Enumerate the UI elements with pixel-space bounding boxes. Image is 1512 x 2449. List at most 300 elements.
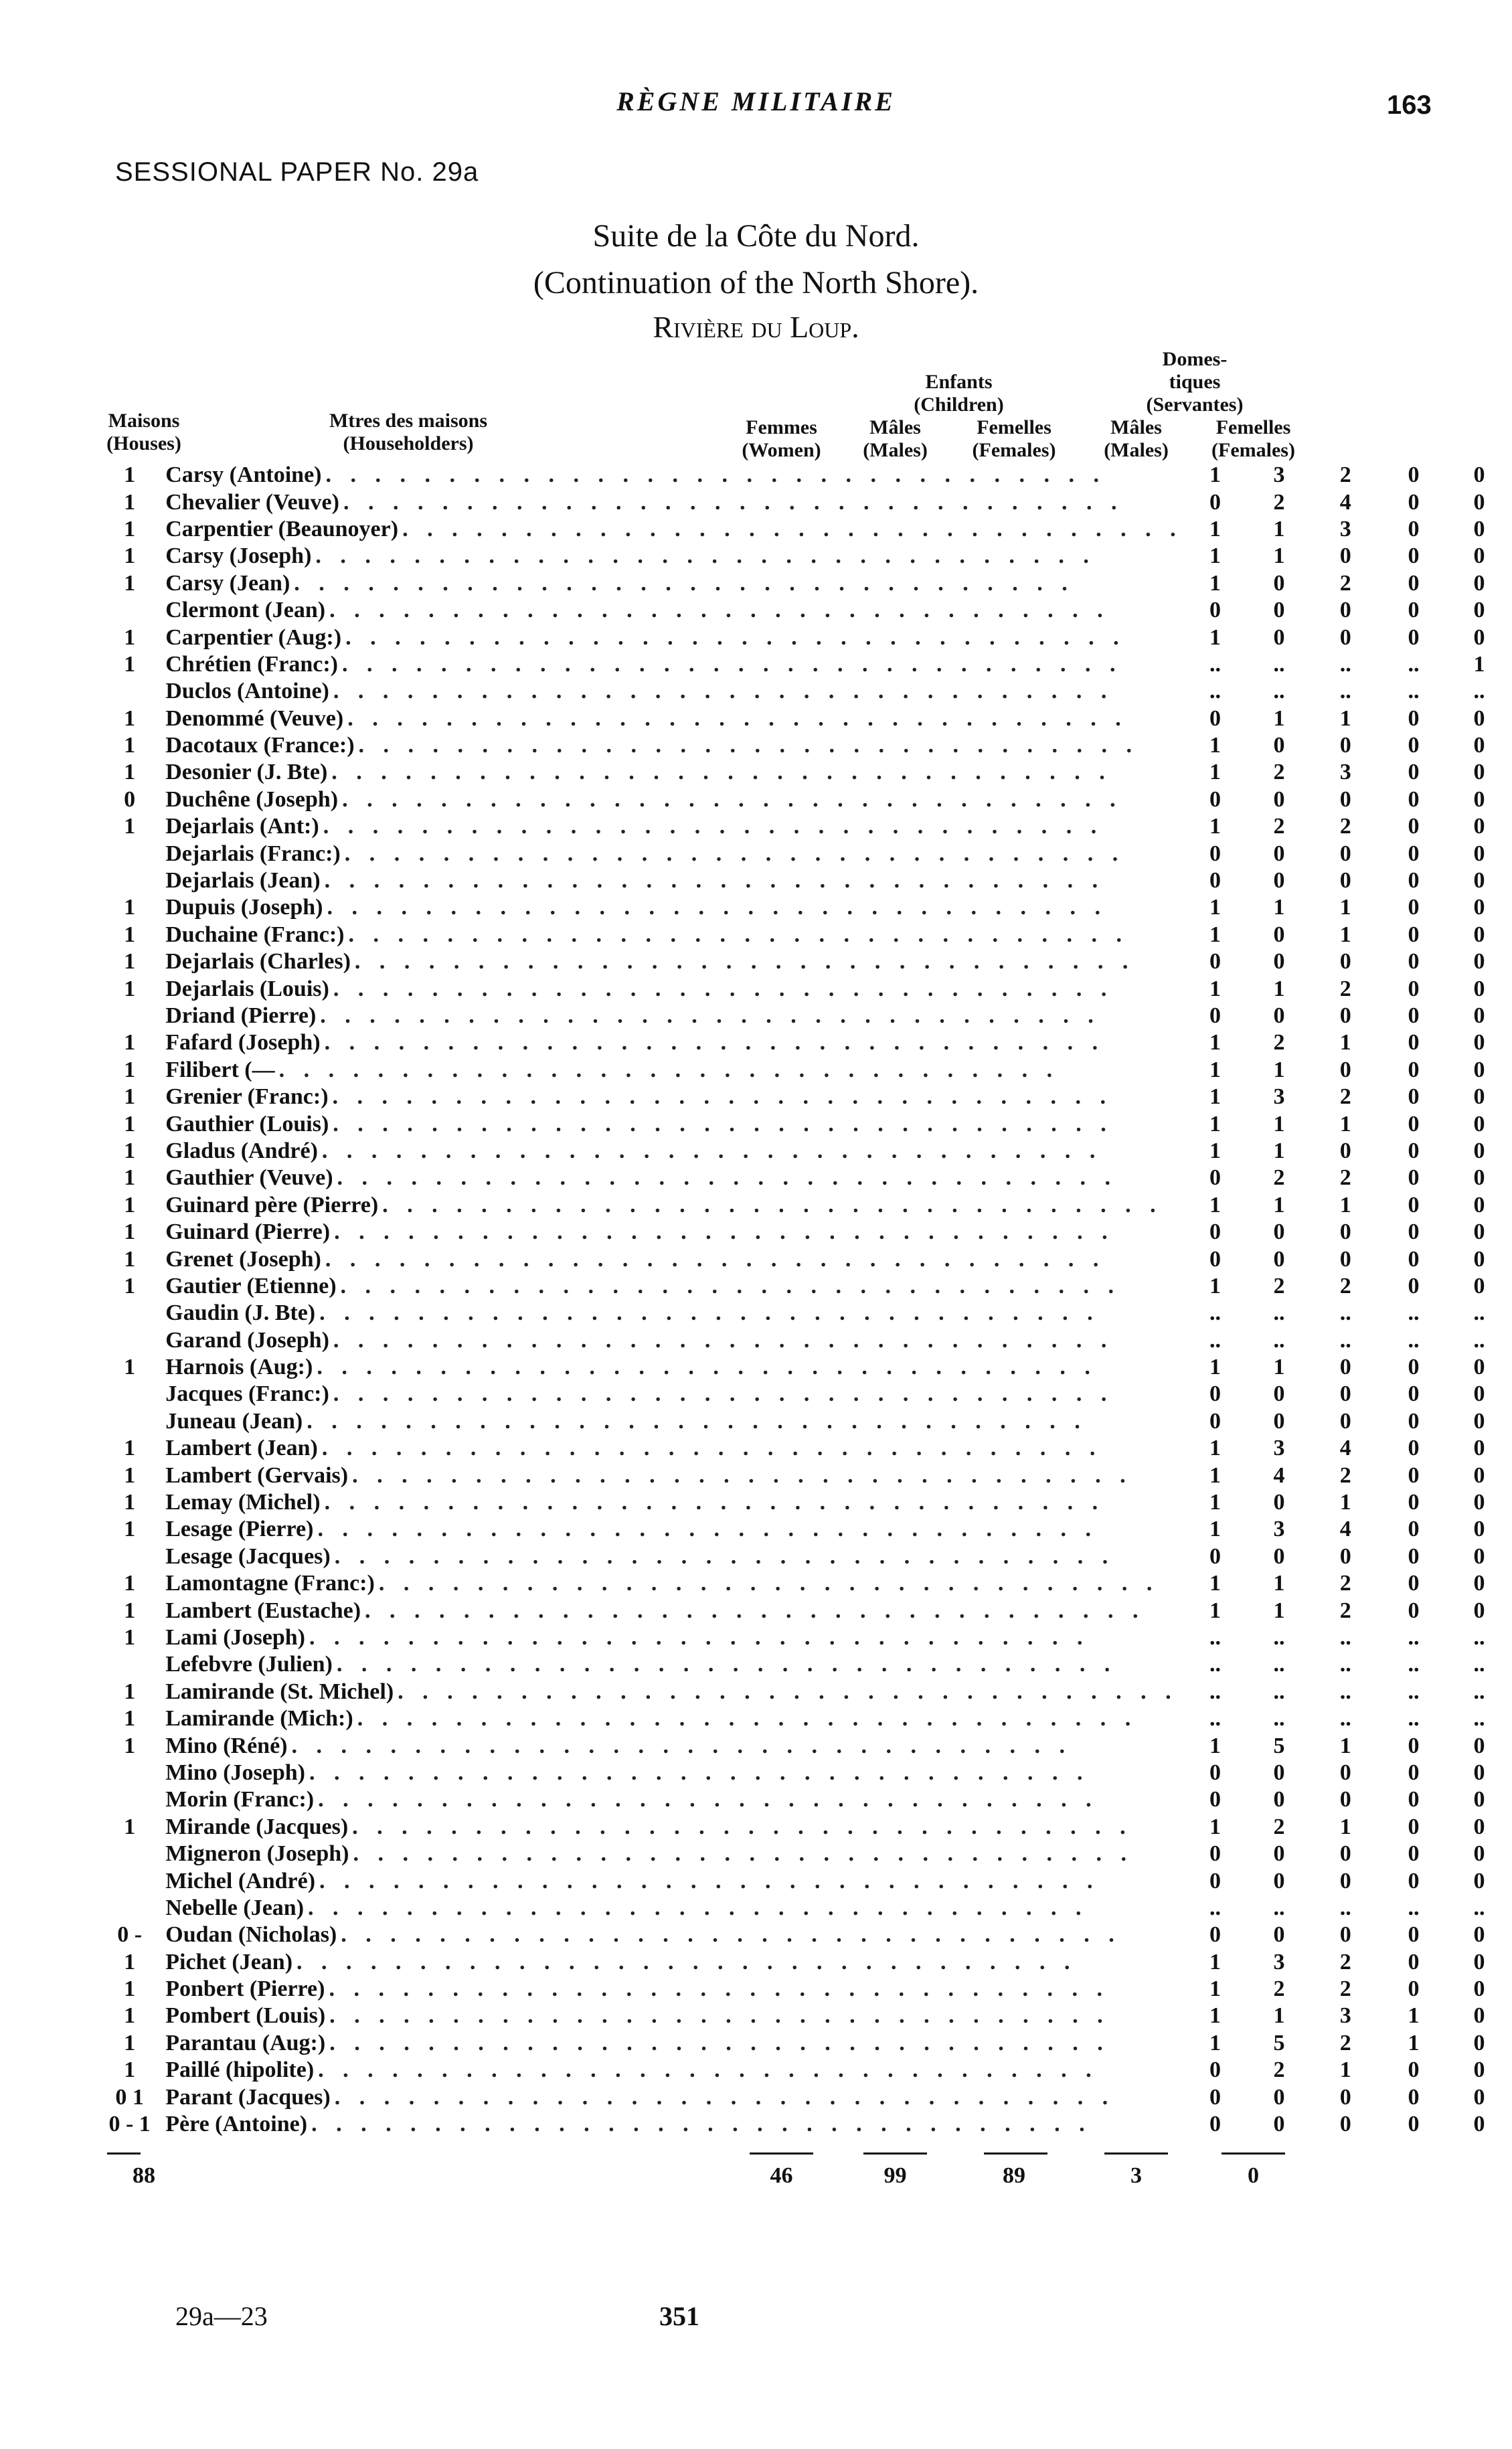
cell-domestic-females: .. xyxy=(1473,679,1485,704)
header-mtres: Mtres des maisons xyxy=(329,410,488,432)
section-title: Suite de la Côte du Nord. xyxy=(592,218,920,254)
cell-domestic-females: 0 xyxy=(1473,1381,1485,1407)
cell-children-males: 3 xyxy=(1273,1084,1285,1110)
cell-house-count: 1 xyxy=(124,1706,136,1732)
cell-house-count: 1 xyxy=(124,1949,136,1974)
cell-children-females: 1 xyxy=(1339,1733,1351,1758)
cell-domestic-males: 0 xyxy=(1408,1138,1420,1163)
cell-children-males: .. xyxy=(1273,1624,1285,1650)
cell-domestic-females: 0 xyxy=(1473,814,1485,839)
leader-dots: . . . . . . . . . . . . . . . . . . . . . . . . . . . . . . . . xyxy=(336,1652,1117,1677)
householder-name: Duchêne (Joseph) xyxy=(165,787,342,812)
cell-house-count xyxy=(94,1543,165,1570)
cell-children-females: 0 xyxy=(1339,1003,1351,1028)
cell-house-count xyxy=(94,1841,165,1867)
leader-dots: . . . . . . . . . . . . . . . . . . . . . . . . . . . . . . . . xyxy=(340,1273,1121,1298)
cell-householder xyxy=(165,1786,1182,1813)
leader-dots: . . . . . . . . . . . . . . . . . . . . . . . . . . . . . . . . xyxy=(357,1706,1138,1732)
cell-house-count xyxy=(94,1867,165,1894)
cell-domestic-females: 0 xyxy=(1473,733,1485,758)
cell-women: .. xyxy=(1209,1895,1222,1920)
table-row xyxy=(94,1029,1512,1056)
householder-name: Juneau (Jean) xyxy=(165,1409,307,1434)
cell-domestic-females: 0 xyxy=(1473,598,1485,623)
cell-children-females: 4 xyxy=(1339,1517,1351,1542)
cell-children-females: .. xyxy=(1339,1895,1351,1920)
cell-house-count xyxy=(94,867,165,894)
cell-women: 1 xyxy=(1209,1030,1222,1055)
cell-women: 0 xyxy=(1209,1760,1222,1785)
total-women: 46 xyxy=(770,2163,793,2188)
cell-domestic-females: 0 xyxy=(1473,786,1485,812)
cell-domestic-females: 0 xyxy=(1473,949,1485,975)
cell-householder xyxy=(165,1003,1182,1029)
cell-women: 1 xyxy=(1209,733,1222,758)
cell-domestic-males: .. xyxy=(1408,1706,1420,1732)
cell-children-males: 2 xyxy=(1273,2057,1285,2083)
leader-dots: . . . . . . . . . . . . . . . . . . . . . . . . . . . . . . . . xyxy=(343,489,1124,515)
cell-householder xyxy=(165,543,1182,570)
cell-house-count xyxy=(94,1408,165,1435)
cell-children-males: 0 xyxy=(1273,1787,1285,1812)
householder-name: Duchaine (Franc:) xyxy=(165,922,348,947)
cell-house-count xyxy=(94,840,165,867)
leader-dots: . . . . . . . . . . . . . . . . . . . . . . . . . . . . . . . . xyxy=(334,2084,1115,2110)
cell-house-count: 1 xyxy=(124,516,136,541)
cell-domestic-females: 0 xyxy=(1473,1003,1485,1028)
cell-house-count: 0 - xyxy=(117,1922,143,1948)
cell-domestic-males: 0 xyxy=(1408,1030,1420,1055)
leader-dots: . . . . . . . . . . . . . . . . . . . . . . . . . . . . . . . . xyxy=(333,976,1114,1001)
cell-domestic-males: 0 xyxy=(1408,1841,1420,1867)
leader-dots: . . . . . . . . . . . . . . . . . . . . . . . . . . . . . . . . xyxy=(319,1868,1100,1893)
cell-domestic-females: 0 xyxy=(1473,1841,1485,1867)
householder-name: Clermont (Jean) xyxy=(165,598,329,622)
cell-domestic-males: 0 xyxy=(1408,1057,1420,1082)
cell-house-count: 1 xyxy=(124,976,136,1001)
leader-dots: . . . . . . . . . . . . . . . . . . . . . . . . . . . . . . . . xyxy=(348,922,1128,947)
leader-dots: . . . . . . . . . . . . . . . . . . . . . . . . . . . . . . . . xyxy=(352,1462,1132,1488)
cell-domestic-females: 0 xyxy=(1473,1733,1485,1758)
cell-women: .. xyxy=(1209,1624,1222,1650)
leader-dots: . . . . . . . . . . . . . . . . . . . . . . . . . . . . . . . . xyxy=(358,733,1139,758)
cell-householder xyxy=(165,975,1182,1002)
cell-children-males: 0 xyxy=(1273,1003,1285,1028)
cell-children-males: 1 xyxy=(1273,1192,1285,1217)
cell-domestic-females: 0 xyxy=(1473,1273,1485,1298)
table-row xyxy=(94,813,1512,840)
table-row xyxy=(94,1273,1512,1300)
cell-house-count xyxy=(94,1381,165,1408)
cell-domestic-males: 0 xyxy=(1408,1408,1420,1434)
leader-dots: . . . . . . . . . . . . . . . . . . . . . . . . . . . . . . . . xyxy=(318,1787,1098,1812)
table-row xyxy=(94,1786,1512,1813)
cell-householder xyxy=(165,1219,1182,1246)
table-row xyxy=(94,1354,1512,1381)
householder-name: Carsy (Antoine) xyxy=(165,462,325,487)
householder-name: Fafard (Joseph) xyxy=(165,1030,324,1055)
householder-name: Gaudin (J. Bte) xyxy=(165,1300,319,1325)
cell-women: 0 xyxy=(1209,705,1222,731)
cell-householder xyxy=(165,1760,1182,1786)
householder-name: Mino (Réné) xyxy=(165,1734,291,1758)
householder-name: Dejarlais (Louis) xyxy=(165,977,333,1001)
table-row xyxy=(94,1192,1512,1219)
table-row xyxy=(94,1867,1512,1894)
cell-children-females: 0 xyxy=(1339,598,1351,623)
cell-children-males: 1 xyxy=(1273,705,1285,731)
cell-domestic-females: 0 xyxy=(1473,1571,1485,1596)
cell-domestic-females: 0 xyxy=(1473,1976,1485,2002)
census-table-body xyxy=(94,462,1512,2138)
cell-children-males: 5 xyxy=(1273,1733,1285,1758)
cell-domestic-females: 0 xyxy=(1473,1111,1485,1136)
leader-dots: . . . . . . . . . . . . . . . . . . . . . . . . . . . . . . . . xyxy=(318,2057,1098,2083)
cell-women: 1 xyxy=(1209,760,1222,785)
cell-householder xyxy=(165,1300,1182,1327)
cell-domestic-females: 0 xyxy=(1473,1057,1485,1082)
householder-name: Dejarlais (Jean) xyxy=(165,868,324,893)
cell-domestic-males: 0 xyxy=(1408,760,1420,785)
cell-domestic-males: 0 xyxy=(1408,733,1420,758)
cell-children-females: .. xyxy=(1339,1624,1351,1650)
cell-householder xyxy=(165,1246,1182,1272)
running-head: RÈGNE MILITAIRE xyxy=(616,86,896,116)
cell-children-males: 0 xyxy=(1273,1490,1285,1515)
cell-domestic-males: 0 xyxy=(1408,895,1420,920)
cell-children-females: 1 xyxy=(1339,1030,1351,1055)
cell-householder xyxy=(165,1165,1182,1191)
cell-domestic-females: 0 xyxy=(1473,1165,1485,1191)
leader-dots: . . . . . . . . . . . . . . . . . . . . . . . . . . . . . . . . xyxy=(308,1895,1088,1920)
table-row xyxy=(94,1381,1512,1408)
cell-children-males: 2 xyxy=(1273,814,1285,839)
householder-name: Chrétien (Franc:) xyxy=(165,652,342,677)
cell-domestic-males: 0 xyxy=(1408,1922,1420,1948)
cell-house-count xyxy=(94,1003,165,1029)
header-children-females-en: (Females) xyxy=(972,439,1056,461)
cell-children-females: .. xyxy=(1339,679,1351,704)
cell-domestic-females: 0 xyxy=(1473,624,1485,650)
cell-children-females: 0 xyxy=(1339,2084,1351,2110)
leader-dots: . . . . . . . . . . . . . . . . . . . . . . . . . . . . . . . . xyxy=(323,814,1104,839)
householder-name: Lambert (Gervais) xyxy=(165,1463,352,1488)
cell-householder xyxy=(165,867,1182,894)
leader-dots: . . . . . . . . . . . . . . . . . . . . . . . . . . . . . . . . xyxy=(334,1219,1114,1245)
cell-house-count: 1 xyxy=(124,1355,136,1380)
table-row xyxy=(94,1948,1512,1975)
cell-householder xyxy=(165,1057,1182,1084)
cell-children-females: 0 xyxy=(1339,1246,1351,1272)
cell-children-females: 2 xyxy=(1339,1462,1351,1488)
leader-dots: . . . . . . . . . . . . . . . . . . . . . . . . . . . . . . . . xyxy=(325,462,1106,488)
cell-house-count: 1 xyxy=(124,543,136,569)
cell-house-count: 0 1 xyxy=(115,2084,144,2110)
householder-name: Guinard (Pierre) xyxy=(165,1219,334,1244)
cell-children-females: 0 xyxy=(1339,2112,1351,2137)
cell-householder xyxy=(165,1516,1182,1543)
cell-children-males: .. xyxy=(1273,1679,1285,1704)
cell-house-count xyxy=(94,1651,165,1678)
cell-children-males: 0 xyxy=(1273,2112,1285,2137)
cell-householder xyxy=(165,2084,1182,2110)
cell-house-count xyxy=(94,1760,165,1786)
leader-dots: . . . . . . . . . . . . . . . . . . . . . . . . . . . . . . . . xyxy=(332,1084,1113,1110)
cell-domestic-females: .. xyxy=(1473,1327,1485,1353)
cell-children-males: .. xyxy=(1273,1895,1285,1920)
leader-dots: . . . . . . . . . . . . . . . . . . . . . . . . . . . . . . . . xyxy=(278,1057,1060,1082)
cell-householder xyxy=(165,1192,1182,1219)
cell-children-females: 0 xyxy=(1339,1138,1351,1163)
cell-children-males: 1 xyxy=(1273,1138,1285,1163)
householder-name: Mirande (Jacques) xyxy=(165,1814,352,1839)
cell-children-females: 3 xyxy=(1339,760,1351,785)
cell-children-females: 0 xyxy=(1339,543,1351,569)
cell-house-count: 1 xyxy=(124,733,136,758)
cell-house-count: 1 xyxy=(124,1436,136,1461)
cell-domestic-males: .. xyxy=(1408,1652,1420,1677)
header-children: (Children) xyxy=(914,394,1004,416)
cell-domestic-females: 0 xyxy=(1473,1543,1485,1569)
cell-children-males: 0 xyxy=(1273,786,1285,812)
cell-children-females: 0 xyxy=(1339,786,1351,812)
cell-domestic-females: 0 xyxy=(1473,1760,1485,1785)
cell-domestic-males: .. xyxy=(1408,1327,1420,1353)
cell-children-males: 0 xyxy=(1273,841,1285,866)
cell-house-count: 1 xyxy=(124,1624,136,1650)
cell-children-females: 2 xyxy=(1339,2030,1351,2055)
table-row xyxy=(94,1760,1512,1786)
householder-name: Nebelle (Jean) xyxy=(165,1895,308,1920)
cell-domestic-males: .. xyxy=(1408,1679,1420,1704)
cell-children-males: 0 xyxy=(1273,570,1285,596)
cell-domestic-females: 0 xyxy=(1473,1246,1485,1272)
cell-children-females: 0 xyxy=(1339,1922,1351,1948)
leader-dots: . . . . . . . . . . . . . . . . . . . . . . . . . . . . . . . . xyxy=(321,1436,1102,1461)
table-row xyxy=(94,2030,1512,2057)
householder-name: Guinard père (Pierre) xyxy=(165,1193,382,1217)
cell-children-males: 1 xyxy=(1273,2003,1285,2029)
table-row xyxy=(94,624,1512,651)
table-row xyxy=(94,1246,1512,1272)
cell-women: .. xyxy=(1209,1652,1222,1677)
cell-domestic-females: 0 xyxy=(1473,2084,1485,2110)
householder-name: Dupuis (Joseph) xyxy=(165,895,327,920)
cell-children-males: 2 xyxy=(1273,1814,1285,1839)
total-rule-girls xyxy=(984,2152,1047,2155)
leader-dots: . . . . . . . . . . . . . . . . . . . . . . . . . . . . . . . . xyxy=(325,1246,1106,1272)
cell-children-males: 1 xyxy=(1273,516,1285,541)
cell-house-count: 1 xyxy=(124,2030,136,2055)
cell-domestic-females: 0 xyxy=(1473,1922,1485,1948)
cell-women: 1 xyxy=(1209,1111,1222,1136)
cell-children-females: 2 xyxy=(1339,1571,1351,1596)
table-row xyxy=(94,1732,1512,1759)
cell-householder xyxy=(165,1029,1182,1056)
cell-domestic-males: 0 xyxy=(1408,2084,1420,2110)
cell-house-count: 1 xyxy=(124,1192,136,1217)
householder-name: Lefebvre (Julien) xyxy=(165,1652,337,1677)
cell-women: 0 xyxy=(1209,1841,1222,1867)
cell-children-males: 2 xyxy=(1273,1976,1285,2002)
cell-domestic-females: 0 xyxy=(1473,516,1485,541)
cell-householder xyxy=(165,1976,1182,2003)
cell-householder xyxy=(165,1543,1182,1570)
table-row xyxy=(94,516,1512,543)
cell-children-males: 0 xyxy=(1273,1841,1285,1867)
cell-domestic-females: .. xyxy=(1473,1706,1485,1732)
footer-page-number: 351 xyxy=(659,2301,699,2331)
leader-dots: . . . . . . . . . . . . . . . . . . . . . . . . . . . . . . . . xyxy=(365,1598,1145,1623)
cell-domestic-females: 1 xyxy=(1473,651,1485,677)
leader-dots: . . . . . . . . . . . . . . . . . . . . . . . . . . . . . . . . xyxy=(329,2003,1110,2029)
cell-children-males: 0 xyxy=(1273,1760,1285,1785)
table-row xyxy=(94,2057,1512,2084)
cell-domestic-females: 0 xyxy=(1473,2030,1485,2055)
cell-house-count: 1 xyxy=(124,1057,136,1082)
householder-name: Dacotaux (France:) xyxy=(165,733,358,758)
cell-house-count: 1 xyxy=(124,1679,136,1704)
cell-women: 1 xyxy=(1209,1057,1222,1082)
cell-children-males: 0 xyxy=(1273,624,1285,650)
cell-women: 1 xyxy=(1209,976,1222,1001)
householder-name: Dejarlais (Ant:) xyxy=(165,814,323,839)
cell-children-males: 1 xyxy=(1273,1355,1285,1380)
cell-householder xyxy=(165,597,1182,624)
cell-children-females: 0 xyxy=(1339,1760,1351,1785)
cell-domestic-females: 0 xyxy=(1473,1787,1485,1812)
cell-women: 0 xyxy=(1209,1787,1222,1812)
cell-children-females: .. xyxy=(1339,1327,1351,1353)
cell-house-count: 1 xyxy=(124,1246,136,1272)
cell-domestic-males: 0 xyxy=(1408,1436,1420,1461)
householder-name: Gladus (André) xyxy=(165,1138,322,1163)
cell-women: 1 xyxy=(1209,570,1222,596)
cell-house-count: 1 xyxy=(124,1138,136,1163)
cell-women: 1 xyxy=(1209,516,1222,541)
cell-women: .. xyxy=(1209,651,1222,677)
cell-children-females: 1 xyxy=(1339,1111,1351,1136)
leader-dots: . . . . . . . . . . . . . . . . . . . . . . . . . . . . . . . . xyxy=(307,1408,1087,1434)
cell-domestic-males: 0 xyxy=(1408,1760,1420,1785)
cell-domestic-males: 0 xyxy=(1408,1192,1420,1217)
table-row xyxy=(94,1624,1512,1651)
cell-domestic-females: 0 xyxy=(1473,489,1485,515)
total-dom-males: 3 xyxy=(1130,2163,1142,2188)
cell-children-females: 0 xyxy=(1339,868,1351,894)
cell-children-females: 0 xyxy=(1339,624,1351,650)
cell-women: .. xyxy=(1209,679,1222,704)
cell-children-females: 0 xyxy=(1339,1355,1351,1380)
cell-householder xyxy=(165,570,1182,597)
cell-householder xyxy=(165,624,1182,651)
cell-domestic-females: 0 xyxy=(1473,868,1485,894)
table-row xyxy=(94,1219,1512,1246)
cell-domestic-females: 0 xyxy=(1473,1517,1485,1542)
leader-dots: . . . . . . . . . . . . . . . . . . . . . . . . . . . . . . . . xyxy=(402,516,1183,541)
cell-women: 0 xyxy=(1209,2112,1222,2137)
cell-domestic-males: 0 xyxy=(1408,598,1420,623)
cell-house-count: 1 xyxy=(124,651,136,677)
cell-children-females: 2 xyxy=(1339,1273,1351,1298)
table-row xyxy=(94,1462,1512,1489)
householder-name: Garand (Joseph) xyxy=(165,1328,333,1353)
table-row xyxy=(94,570,1512,597)
leader-dots: . . . . . . . . . . . . . . . . . . . . . . . . . . . . . . . . xyxy=(337,1165,1118,1191)
total-dom-females: 0 xyxy=(1248,2163,1259,2188)
cell-children-males: 2 xyxy=(1273,1030,1285,1055)
cell-children-females: 2 xyxy=(1339,1165,1351,1191)
table-row xyxy=(94,489,1512,515)
cell-children-females: 0 xyxy=(1339,841,1351,866)
cell-children-males: 0 xyxy=(1273,868,1285,894)
total-rule-dom-females xyxy=(1222,2152,1285,2155)
cell-house-count: 1 xyxy=(124,895,136,920)
cell-women: 0 xyxy=(1209,2084,1222,2110)
householder-name: Pombert (Louis) xyxy=(165,2003,329,2028)
householder-name: Paillé (hipolite) xyxy=(165,2057,318,2082)
leader-dots: . . . . . . . . . . . . . . . . . . . . . . . . . . . . . . . . xyxy=(345,624,1126,650)
cell-children-females: 1 xyxy=(1339,922,1351,947)
cell-domestic-males: 0 xyxy=(1408,1598,1420,1623)
cell-domestic-females: .. xyxy=(1473,1300,1485,1326)
cell-house-count: 1 xyxy=(124,489,136,515)
table-row xyxy=(94,1841,1512,1867)
leader-dots: . . . . . . . . . . . . . . . . . . . . . . . . . . . . . . . . xyxy=(331,760,1112,785)
cell-children-males: 0 xyxy=(1273,1868,1285,1893)
cell-women: 1 xyxy=(1209,1517,1222,1542)
cell-children-males: 0 xyxy=(1273,1381,1285,1407)
cell-domestic-males: .. xyxy=(1408,1300,1420,1326)
householder-name: Migneron (Joseph) xyxy=(165,1841,353,1866)
cell-children-females: 3 xyxy=(1339,516,1351,541)
cell-domestic-males: 0 xyxy=(1408,976,1420,1001)
householder-name: Carsy (Jean) xyxy=(165,571,294,596)
header-enfants: Enfants xyxy=(925,371,993,393)
cell-children-males: 0 xyxy=(1273,1408,1285,1434)
header-houses: (Houses) xyxy=(106,432,181,454)
cell-house-count: 1 xyxy=(124,1598,136,1623)
cell-domestic-females: 0 xyxy=(1473,1462,1485,1488)
header-femmes: Femmes xyxy=(746,416,817,438)
cell-domestic-males: 0 xyxy=(1408,1787,1420,1812)
cell-householder xyxy=(165,1705,1182,1732)
leader-dots: . . . . . . . . . . . . . . . . . . . . . . . . . . . . . . . . xyxy=(329,1976,1109,2002)
table-row xyxy=(94,1489,1512,1516)
cell-householder xyxy=(165,1489,1182,1516)
cell-children-males: .. xyxy=(1273,1300,1285,1326)
leader-dots: . . . . . . . . . . . . . . . . . . . . . . . . . . . . . . . . xyxy=(321,1138,1102,1163)
leader-dots: . . . . . . . . . . . . . . . . . . . . . . . . . . . . . . . . xyxy=(319,1300,1100,1326)
cell-children-males: 3 xyxy=(1273,1436,1285,1461)
cell-house-count xyxy=(94,1327,165,1354)
header-maisons: Maisons xyxy=(108,410,180,432)
cell-domestic-males: 0 xyxy=(1408,922,1420,947)
cell-women: 1 xyxy=(1209,624,1222,650)
cell-women: 1 xyxy=(1209,462,1222,488)
cell-children-females: 0 xyxy=(1339,1057,1351,1082)
table-row xyxy=(94,1814,1512,1841)
table-row xyxy=(94,894,1512,921)
cell-householder xyxy=(165,516,1182,543)
cell-children-males: 1 xyxy=(1273,1057,1285,1082)
header-domestic-males-en: (Males) xyxy=(1104,439,1169,461)
cell-children-males: .. xyxy=(1273,1706,1285,1732)
cell-house-count: 1 xyxy=(124,1219,136,1245)
cell-women: 1 xyxy=(1209,2030,1222,2055)
cell-domestic-males: .. xyxy=(1408,1624,1420,1650)
cell-householder xyxy=(165,1381,1182,1408)
